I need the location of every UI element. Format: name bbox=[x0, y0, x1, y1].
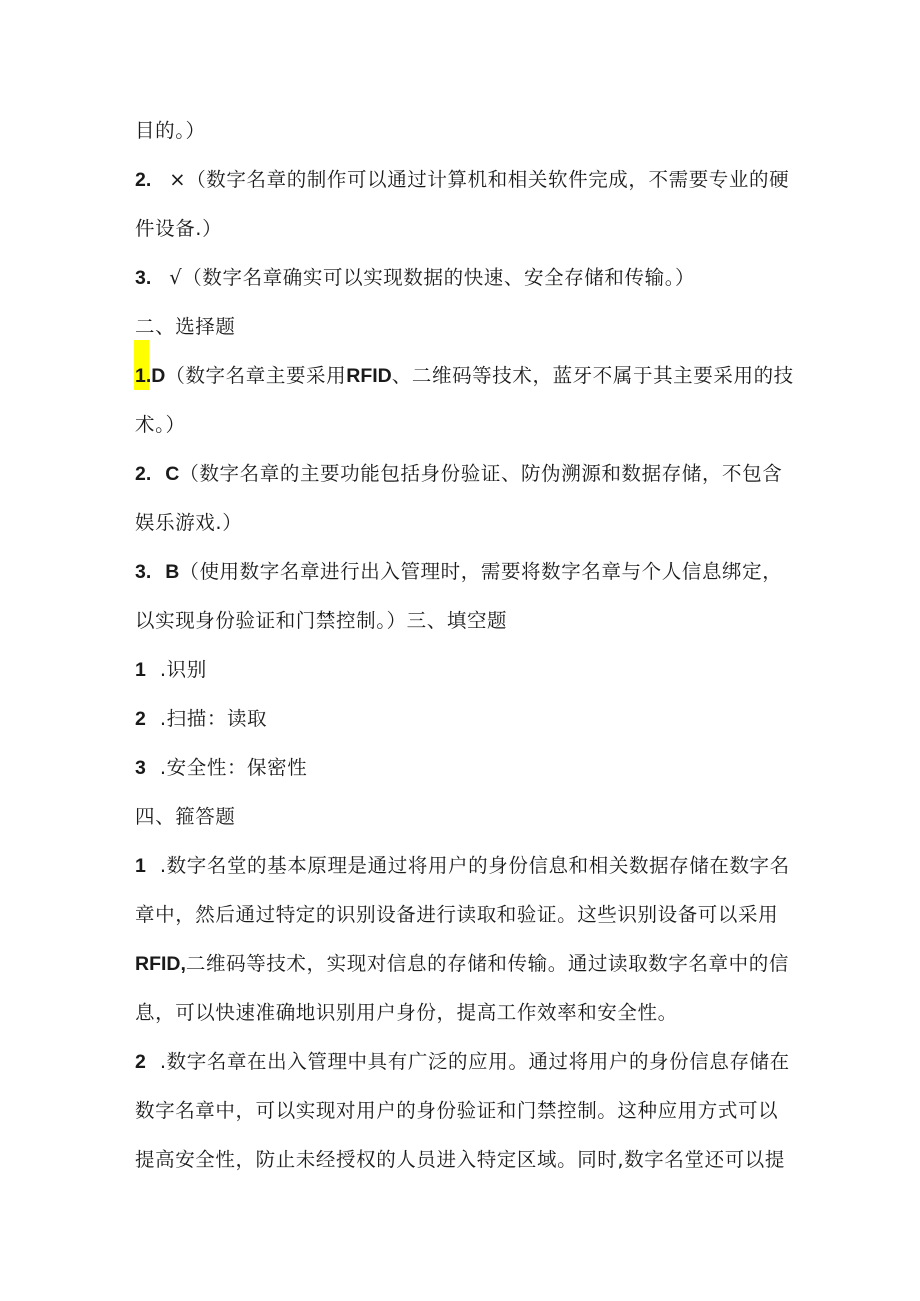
answer-line-11 bbox=[135, 608, 795, 634]
item-number: 3 bbox=[135, 757, 146, 779]
line-text: 息，可以快速准确地识别用户身份，提高工作效率和安全性。 bbox=[135, 1001, 678, 1024]
fill-answer-3 bbox=[135, 755, 795, 781]
essay-line-22 bbox=[135, 1147, 795, 1173]
section-title: 二、选择题 bbox=[135, 315, 236, 338]
line-text: .数字名堂的基本原理是通过将用户的身份信息和相关数据存储在数字名 bbox=[159, 854, 790, 877]
answer-line-4 bbox=[135, 265, 795, 291]
answer-line-7 bbox=[135, 412, 795, 438]
essay-line-21 bbox=[135, 1098, 795, 1124]
line-text: .数字名章在出入管理中具有广泛的应用。通过将用户的身份信息存储在 bbox=[159, 1050, 790, 1073]
line-text: 件设备.） bbox=[135, 217, 223, 240]
line-text: 以实现身份验证和门禁控制。）三、填空题 bbox=[135, 609, 508, 632]
item-number: 2. bbox=[135, 169, 152, 191]
line-text: .识别 bbox=[159, 658, 207, 681]
answer-line-6 bbox=[135, 363, 795, 389]
line-text: √（数字名章确实可以实现数据的快速、安全存储和传输。） bbox=[169, 266, 696, 289]
line-text: .扫描：读取 bbox=[159, 707, 268, 730]
essay-line-18 bbox=[135, 951, 795, 977]
fill-answer-1 bbox=[135, 657, 795, 683]
answer-letter: C bbox=[165, 463, 180, 485]
section-heading-choice bbox=[135, 314, 795, 340]
answer-line-8 bbox=[135, 461, 795, 487]
item-number: 1 bbox=[135, 855, 146, 877]
answer-letter: B bbox=[165, 561, 180, 583]
line-text: 提高安全性，防止未经授权的人员进入特定区域。同时,数字名堂还可以提 bbox=[135, 1148, 785, 1171]
item-number: 3. bbox=[135, 267, 152, 289]
item-number: 2 bbox=[135, 1051, 146, 1073]
line-text: （数字名章主要采用 bbox=[165, 364, 347, 387]
answer-line-3 bbox=[135, 216, 795, 242]
item-number: 2 bbox=[135, 708, 146, 730]
answer-line-10 bbox=[135, 559, 795, 585]
section-heading-short-answer bbox=[135, 804, 795, 830]
essay-line-17 bbox=[135, 902, 795, 928]
line-text: （使用数字名章进行出入管理时，需要将数字名章与个人信息绑定， bbox=[179, 560, 783, 583]
line-text: ×（数字名章的制作可以通过计算机和相关软件完成，不需要专业的硬 bbox=[169, 168, 790, 191]
line-text: 目的。） bbox=[135, 119, 206, 142]
line-text: 、二维码等技术，蓝牙不属于其主要采用的技 bbox=[391, 364, 794, 387]
bold-term: RFID, bbox=[135, 953, 186, 975]
line-text: 数字名章中，可以实现对用户的身份验证和门禁控制。这种应用方式可以 bbox=[135, 1099, 779, 1122]
fill-answer-2 bbox=[135, 706, 795, 732]
line-text: 二维码等技术，实现对信息的存储和传输。通过读取数字名章中的信 bbox=[185, 952, 789, 975]
bold-term: RFID bbox=[346, 365, 392, 387]
essay-line-16 bbox=[135, 853, 795, 879]
line-text: .安全性：保密性 bbox=[159, 756, 308, 779]
answer-line-1 bbox=[135, 118, 795, 144]
item-number: 2. bbox=[135, 463, 152, 485]
essay-line-20 bbox=[135, 1049, 795, 1075]
item-number: 1.D bbox=[135, 365, 166, 387]
section-title: 四、箍答题 bbox=[135, 805, 236, 828]
item-number: 3. bbox=[135, 561, 152, 583]
essay-line-19 bbox=[135, 1000, 795, 1026]
line-text: （数字名章的主要功能包括身份验证、防伪溯源和数据存储，不包含 bbox=[179, 462, 783, 485]
line-text: 术。） bbox=[135, 413, 186, 436]
answer-line-9 bbox=[135, 510, 795, 536]
line-text: 章中，然后通过特定的识别设备进行读取和验证。这些识别设备可以采用 bbox=[135, 903, 779, 926]
answer-line-2 bbox=[135, 167, 795, 193]
item-number: 1 bbox=[135, 659, 146, 681]
line-text: 娱乐游戏.） bbox=[135, 511, 243, 534]
